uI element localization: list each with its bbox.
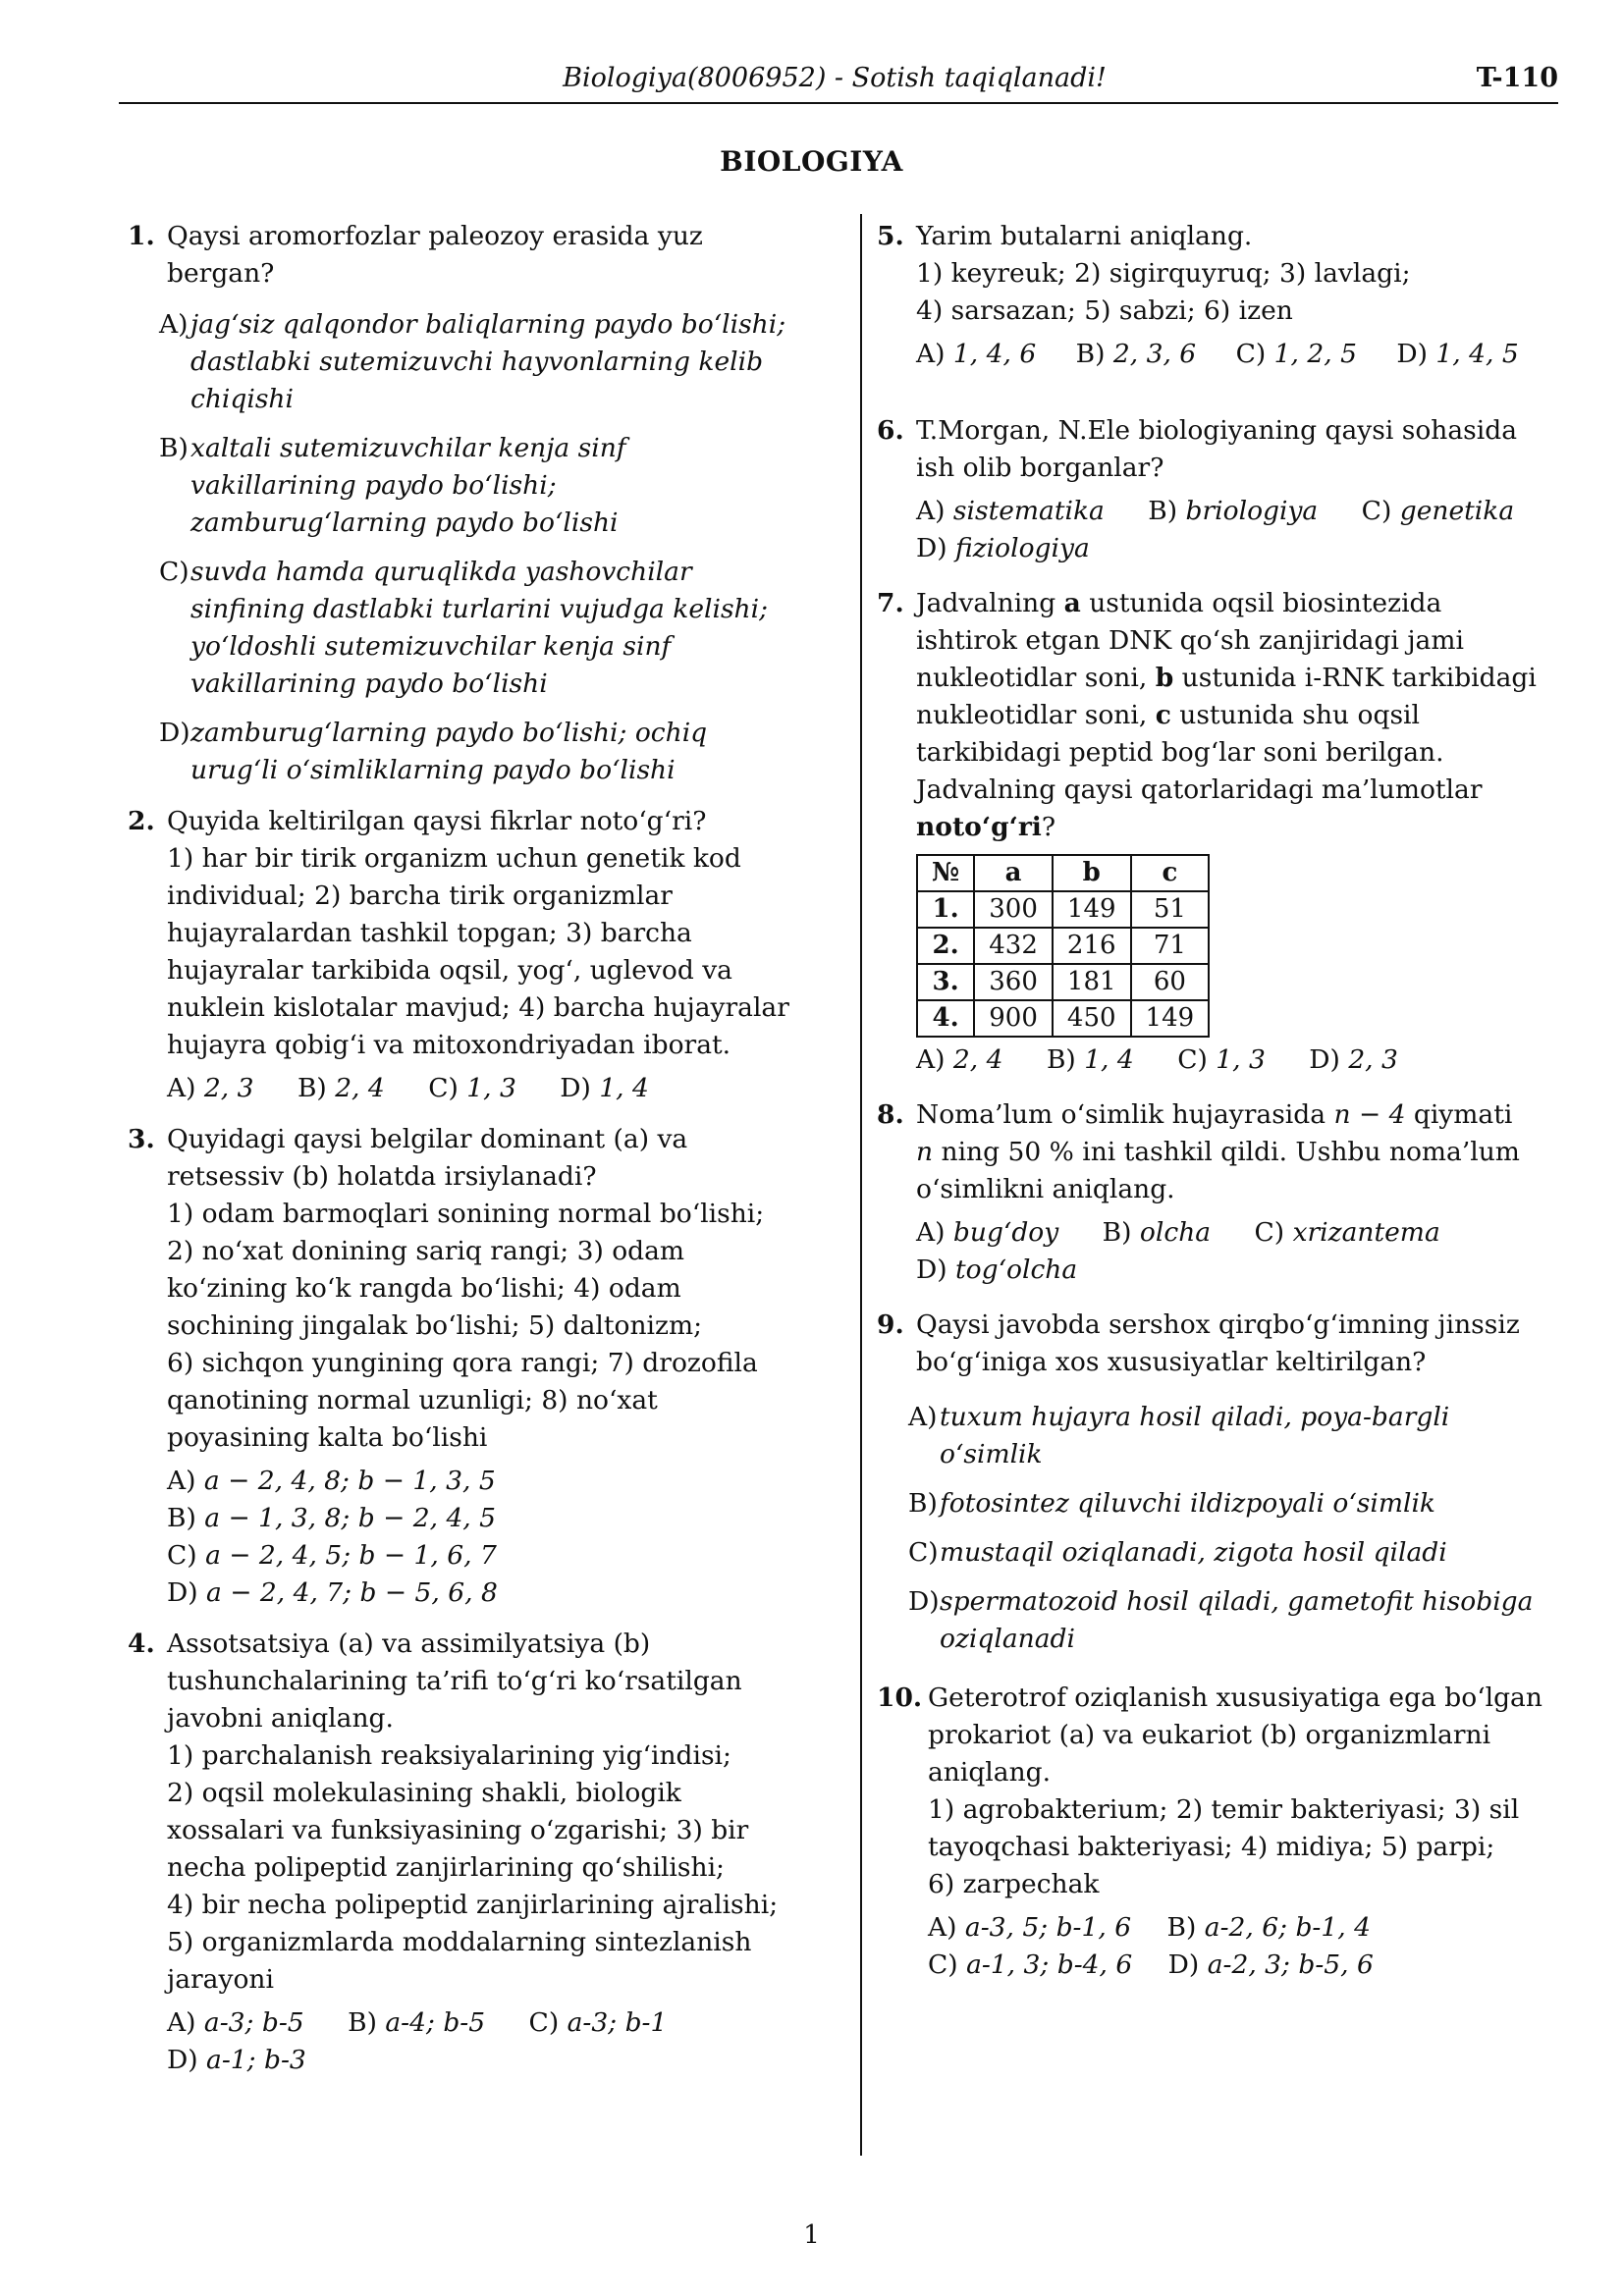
question-text-line: Quyidagi qaysi belgilar dominant (a) va (167, 1124, 688, 1154)
option-text-line: vakillarining paydo bo‘lishi; (190, 470, 557, 501)
question-text-line: ishtirok etgan DNK qo‘sh zanjiridagi jami (916, 625, 1464, 656)
option-label: A) (159, 309, 189, 340)
question-text-line: hujayralar tarkibida oqsil, yog‘, uglevod va (167, 955, 732, 986)
option-c[interactable]: C) genetika (1361, 496, 1515, 526)
question-text-line: aniqlang. (928, 1757, 1052, 1788)
question-text-line: 6) zarpechak (928, 1869, 1100, 1899)
option-b[interactable]: B) a-2, 6; b-1, 4 (1166, 1912, 1371, 1943)
question-text-line: bo‘g‘iniga xos xususiyatlar keltirilgan? (916, 1347, 1427, 1377)
option-label: C) (159, 557, 189, 587)
option-label: B) (159, 433, 189, 463)
option-d[interactable] (159, 715, 797, 789)
option-b[interactable]: B) a-4; b-5 (348, 2007, 486, 2038)
header-code: T-110 (1476, 63, 1558, 93)
option-text-line: dastlabki sutemizuvchi hayvonlarning kelib (190, 347, 764, 377)
question-number: 6. (877, 415, 904, 446)
table-cell: 3. (917, 964, 974, 1000)
question-text-line: tayoqchasi bakteriyasi; 4) midiya; 5) parpi; (928, 1832, 1495, 1862)
table-header-cell: b (1053, 855, 1131, 891)
table-row (917, 928, 1209, 964)
option-a[interactable] (159, 306, 797, 418)
question-text-line: nuklein kislotalar mavjud; 4) barcha hujayralar (167, 992, 789, 1023)
question-text-line: 6) sichqon yungining qora rangi; 7) drozofila (167, 1348, 758, 1378)
option-text-line: jag‘siz qalqondor baliqlarning paydo bo‘lishi; (190, 309, 786, 340)
option-c[interactable]: C) 1, 2, 5 (1235, 339, 1357, 369)
question-text-line: 1) odam barmoqlari sonining normal bo‘lishi; (167, 1199, 765, 1229)
option-a[interactable]: A) 2, 3 (167, 1073, 254, 1103)
question-1 (128, 218, 805, 789)
option-d[interactable]: D) a-2, 3; b-5, 6 (1167, 1949, 1374, 1980)
question-5 (877, 218, 1556, 373)
question-text-line: 1) parchalanish reaksiyalarining yig‘indisi; (167, 1740, 731, 1771)
question-10 (877, 1680, 1556, 1984)
option-text-line: fotosintez qiluvchi ildizpoyali o‘simlik (940, 1488, 1435, 1519)
header-title: Biologiya(8006952) - Sotish taqiqlanadi! (563, 63, 1107, 93)
question-9 (877, 1307, 1556, 1658)
options-row (916, 336, 1556, 373)
option-a[interactable] (908, 1399, 1548, 1473)
question-number: 4. (128, 1629, 155, 1659)
option-d[interactable]: D) 1, 4, 5 (1396, 339, 1519, 369)
option-text-line: suvda hamda quruqlikda yashovchilar (190, 557, 692, 587)
option-text-line: chiqishi (190, 384, 294, 414)
question-text-line: qanotining normal uzunligi; 8) no‘xat (167, 1385, 658, 1415)
question-text-line: Yarim butalarni aniqlang. (916, 221, 1253, 251)
table-cell: 2. (917, 928, 974, 964)
table-cell: 51 (1131, 891, 1210, 928)
options-row (928, 1909, 1556, 1947)
subject-title: BIOLOGIYA (720, 145, 903, 178)
table-header-cell: a (974, 855, 1053, 891)
option-d[interactable]: D) tog‘olcha (916, 1255, 1078, 1285)
question-text-line: Noma’lum o‘simlik hujayrasida n − 4 qiymati (916, 1099, 1513, 1130)
question-text-line: o‘simlikni aniqlang. (916, 1174, 1175, 1204)
question-text-line: Assotsatsiya (a) va assimilyatsiya (b) (167, 1629, 651, 1659)
question-6 (877, 412, 1556, 567)
option-b[interactable]: B) olcha (1102, 1217, 1212, 1248)
table-row (917, 891, 1209, 928)
table-cell: 149 (1131, 1000, 1210, 1037)
question-text-line: sochining jingalak bo‘lishi; 5) daltonizm; (167, 1310, 703, 1341)
question-text-line: ko‘zining ko‘k rangda bo‘lishi; 4) odam (167, 1273, 681, 1304)
options-list (167, 1463, 805, 1612)
question-text-line: Qaysi javobda sershox qirqbo‘g‘imning jinssiz (916, 1309, 1520, 1340)
table-cell: 71 (1131, 928, 1210, 964)
option-c[interactable] (908, 1534, 1548, 1572)
option-label: D) (159, 718, 190, 748)
option-text-line: tuxum hujayra hosil qiladi, poya-bargli (940, 1402, 1450, 1432)
table-header-row (917, 855, 1209, 891)
option-label: D) (908, 1586, 940, 1617)
option-a[interactable]: A) bug‘doy (916, 1217, 1059, 1248)
question-text-line: nukleotidlar soni, b ustunida i-RNK tarkibidagi (916, 663, 1537, 693)
options-row (167, 1070, 805, 1107)
options-list (159, 306, 805, 789)
data-table (916, 854, 1210, 1038)
question-text-line: 1) har bir tirik organizm uchun genetik kod (167, 843, 741, 874)
option-label: A) (908, 1402, 938, 1432)
options-row (167, 2004, 805, 2042)
option-a[interactable]: A) 2, 4 (916, 1044, 1003, 1075)
question-text-line: 5) organizmlarda moddalarning sintezlanish (167, 1927, 752, 1957)
table-cell: 181 (1053, 964, 1131, 1000)
table-cell: 900 (974, 1000, 1053, 1037)
option-b[interactable] (159, 430, 797, 542)
option-text-line: o‘simlik (940, 1439, 1043, 1469)
option-b[interactable] (908, 1485, 1548, 1522)
option-a[interactable]: A) a − 2, 4, 8; b − 1, 3, 5 (167, 1466, 496, 1496)
question-text-line: 2) no‘xat donining sariq rangi; 3) odam (167, 1236, 685, 1266)
question-3 (128, 1121, 805, 1612)
table-cell: 216 (1053, 928, 1131, 964)
question-2 (128, 803, 805, 1107)
options-list (908, 1399, 1556, 1658)
table-cell: 4. (917, 1000, 974, 1037)
option-d[interactable] (908, 1583, 1548, 1658)
option-text-line: sinfining dastlabki turlarini vujudga kelishi; (190, 594, 769, 624)
header-rule (119, 102, 1558, 104)
question-text-line: Geterotrof oziqlanish xususiyatiga ega bo‘lgan (928, 1682, 1542, 1713)
question-text-line: 4) bir necha polipeptid zanjirlarining ajralishi; (167, 1890, 779, 1920)
option-c[interactable] (159, 554, 797, 703)
option-text-line: oziqlanadi (940, 1624, 1075, 1654)
option-d[interactable]: D) a − 2, 4, 7; b − 5, 6, 8 (167, 1577, 498, 1608)
table-cell: 360 (974, 964, 1053, 1000)
option-d[interactable]: D) 2, 3 (1309, 1044, 1398, 1075)
table-row (917, 964, 1209, 1000)
option-text-line: mustaqil oziqlanadi, zigota hosil qiladi (940, 1537, 1447, 1568)
option-c[interactable]: C) 1, 3 (1177, 1044, 1266, 1075)
question-text-line: Jadvalning qaysi qatorlaridagi ma’lumotlar (916, 774, 1483, 805)
question-text-line: hujayra qobig‘i va mitoxondriyadan iborat. (167, 1030, 731, 1060)
question-text-line: ish olib borganlar? (916, 453, 1164, 483)
table-row (917, 1000, 1209, 1037)
question-text-line: hujayralardan tashkil topgan; 3) barcha (167, 918, 692, 948)
option-c[interactable]: C) 1, 3 (428, 1073, 516, 1103)
option-b[interactable]: B) 1, 4 (1046, 1044, 1134, 1075)
question-text-line: necha polipeptid zanjirlarining qo‘shilishi; (167, 1852, 725, 1883)
table-header-cell: c (1131, 855, 1210, 891)
page-number: 1 (803, 2220, 820, 2250)
option-d[interactable]: D) 1, 4 (560, 1073, 649, 1103)
question-number: 10. (877, 1682, 923, 1713)
question-number: 5. (877, 221, 904, 251)
question-text-line: javobni aniqlang. (167, 1703, 394, 1734)
question-text-line: T.Morgan, N.Ele biologiyaning qaysi sohasida (916, 415, 1517, 446)
question-7 (877, 585, 1556, 1079)
question-text-line: nukleotidlar soni, c ustunida shu oqsil (916, 700, 1421, 730)
option-label: B) (908, 1488, 938, 1519)
options-row (916, 1214, 1556, 1252)
options-row (916, 1041, 1556, 1079)
question-text-line: xossalari va funksiyasining o‘zgarishi; 3) bir (167, 1815, 749, 1845)
option-d[interactable]: D) a-1; b-3 (167, 2045, 306, 2075)
question-text-line: 1) keyreuk; 2) sigirquyruq; 3) lavlagi; (916, 258, 1411, 289)
question-number: 9. (877, 1309, 904, 1340)
option-b[interactable]: B) 2, 4 (297, 1073, 385, 1103)
option-a[interactable]: A) a-3; b-5 (167, 2007, 304, 2038)
question-text-line: Jadvalning a ustunida oqsil biosintezida (916, 588, 1442, 618)
option-a[interactable]: A) 1, 4, 6 (916, 339, 1037, 369)
question-8 (877, 1096, 1556, 1289)
question-text-line: poyasining kalta bo‘lishi (167, 1422, 488, 1453)
option-text-line: zamburug‘larning paydo bo‘lishi (190, 507, 619, 538)
question-text-line: jarayoni (167, 1964, 274, 1995)
question-text-line: noto‘g‘ri? (916, 812, 1056, 842)
question-number: 7. (877, 588, 904, 618)
option-a[interactable]: A) a-3, 5; b-1, 6 (928, 1912, 1132, 1943)
column-divider (860, 214, 862, 2156)
table-cell: 450 (1053, 1000, 1131, 1037)
table-cell: 1. (917, 891, 974, 928)
right-column (877, 218, 1556, 1984)
option-label: C) (908, 1537, 939, 1568)
option-text-line: urug‘li o‘simliklarning paydo bo‘lishi (190, 755, 676, 785)
question-text-line: 2) oqsil molekulasining shakli, biologik (167, 1778, 681, 1808)
option-c[interactable]: C) xrizantema (1254, 1217, 1440, 1248)
question-text-line: Quyida keltirilgan qaysi fikrlar noto‘g‘ri? (167, 806, 707, 836)
question-number: 8. (877, 1099, 904, 1130)
option-c[interactable]: C) a-1, 3; b-4, 6 (928, 1949, 1133, 1980)
option-text-line: vakillarining paydo bo‘lishi (190, 668, 548, 699)
left-column (128, 218, 805, 2079)
question-text-line: retsessiv (b) holatda irsiylanadi? (167, 1161, 597, 1192)
options-row (928, 1947, 1556, 1984)
option-text-line: yo‘ldoshli sutemizuvchilar kenja sinf (190, 631, 672, 662)
option-d[interactable]: D) fiziologiya (916, 533, 1090, 563)
option-text-line: zamburug‘larning paydo bo‘lishi; ochiq (190, 718, 708, 748)
table-cell: 60 (1131, 964, 1210, 1000)
question-text-line: tarkibidagi peptid bog‘lar soni berilgan. (916, 737, 1444, 768)
option-text-line: xaltali sutemizuvchilar kenja sinf (190, 433, 626, 463)
table-cell: 300 (974, 891, 1053, 928)
table-cell: 149 (1053, 891, 1131, 928)
option-b[interactable]: B) a − 1, 3, 8; b − 2, 4, 5 (167, 1503, 497, 1533)
option-a[interactable]: A) sistematika (916, 496, 1105, 526)
option-c[interactable]: C) a − 2, 4, 5; b − 1, 6, 7 (167, 1540, 497, 1571)
question-number: 3. (128, 1124, 155, 1154)
option-b[interactable]: B) 2, 3, 6 (1075, 339, 1197, 369)
options-row (916, 493, 1556, 530)
question-number: 1. (128, 221, 155, 251)
table-cell: 432 (974, 928, 1053, 964)
option-text-line: spermatozoid hosil qiladi, gametofit hisobiga (940, 1586, 1534, 1617)
question-text-line: individual; 2) barcha tirik organizmlar (167, 881, 673, 911)
question-number: 2. (128, 806, 155, 836)
question-text-line: 1) agrobakterium; 2) temir bakteriyasi; 3) sil (928, 1794, 1520, 1825)
question-text-line: tushunchalarining ta’rifi to‘g‘ri ko‘rsatilgan (167, 1666, 742, 1696)
option-b[interactable]: B) briologiya (1148, 496, 1319, 526)
question-text-line: Qaysi aromorfozlar paleozoy erasida yuz (167, 221, 703, 251)
table-header-cell: № (917, 855, 974, 891)
question-text-line: bergan? (167, 258, 275, 289)
question-text-line: prokariot (a) va eukariot (b) organizmlarni (928, 1720, 1491, 1750)
option-c[interactable]: C) a-3; b-1 (528, 2007, 668, 2038)
question-4 (128, 1626, 805, 2079)
question-text-line: n ning 50 % ini tashkil qildi. Ushbu noma’lum (916, 1137, 1520, 1167)
question-text-line: 4) sarsazan; 5) sabzi; 6) izen (916, 295, 1293, 326)
